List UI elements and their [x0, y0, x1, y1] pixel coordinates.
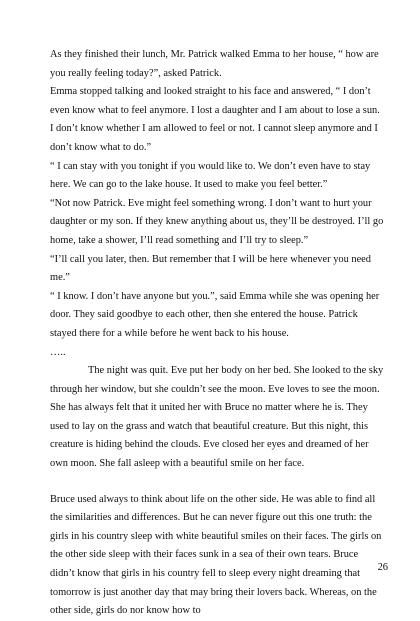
paragraph: “ I know. I don’t have anyone but you.”, said Emma while she was opening her door. They said goodbye to each other, then she entered the house. Patrick stayed there for a while before he went back to his house. — [50, 290, 380, 339]
paragraph-gap — [50, 474, 384, 491]
paragraph-bruce: Bruce used always to think about life on the other side. He was able to find all the similarities and differences. But he can never figure out this one truth: the girls in his country sleep with white beautiful smiles on their faces. The girls on the other side sleep with their faces sunk in a sea of their own tears. Bruce didn’t know that girls in his country fell to sleep every night dreaming that tomorrow is just another day that may bring their lovers back. Whereas, on the other side, girls do nor know how to — [50, 493, 382, 617]
page-number: 26 — [377, 562, 388, 573]
scene-break: ….. — [50, 346, 66, 358]
paragraph: Emma stopped talking and looked straight to his face and answered, “ I don’t even know what to feel anymore. I lost a daughter and I am about to lose a sun. I don’t know whether I am allowed to feel or not. I cannot sleep anymore and I don’t know what to do.” — [50, 86, 380, 153]
paragraph: “I’ll call you later, then. But remember that I will be here whenever you need me.” — [50, 253, 371, 284]
paragraph: As they finished their lunch, Mr. Patrick walked Emma to her house, “ how are you really feeling today?”, asked Patrick. — [50, 49, 379, 79]
paragraph: “ I can stay with you tonight if you would like to. We don’t even have to stay here. We can go to the lake house. It used to make you feel better.” — [50, 160, 371, 191]
paragraph-night: The night was quit. Eve put her body on her bed. She looked to the sky through her window, but she couldn’t see the moon. Eve loves to see the moon. She has always felt that it united her with Bruce no matter where he is. They used to lay on the grass and watch that beautiful creature. But this night, this creature is hiding behind the clouds. Eve closed her eyes and dreamed of her own moon. She fall asleep with a beautiful smile on her face. — [50, 365, 384, 470]
paragraph: “Not now Patrick. Eve might feel something wrong. I don’t want to hurt your daughter or my son. If they knew anything about us, they’ll be destroyed. I’ll go home, take a shower, I’ll read something and I’ll try to sleep.” — [50, 197, 384, 246]
